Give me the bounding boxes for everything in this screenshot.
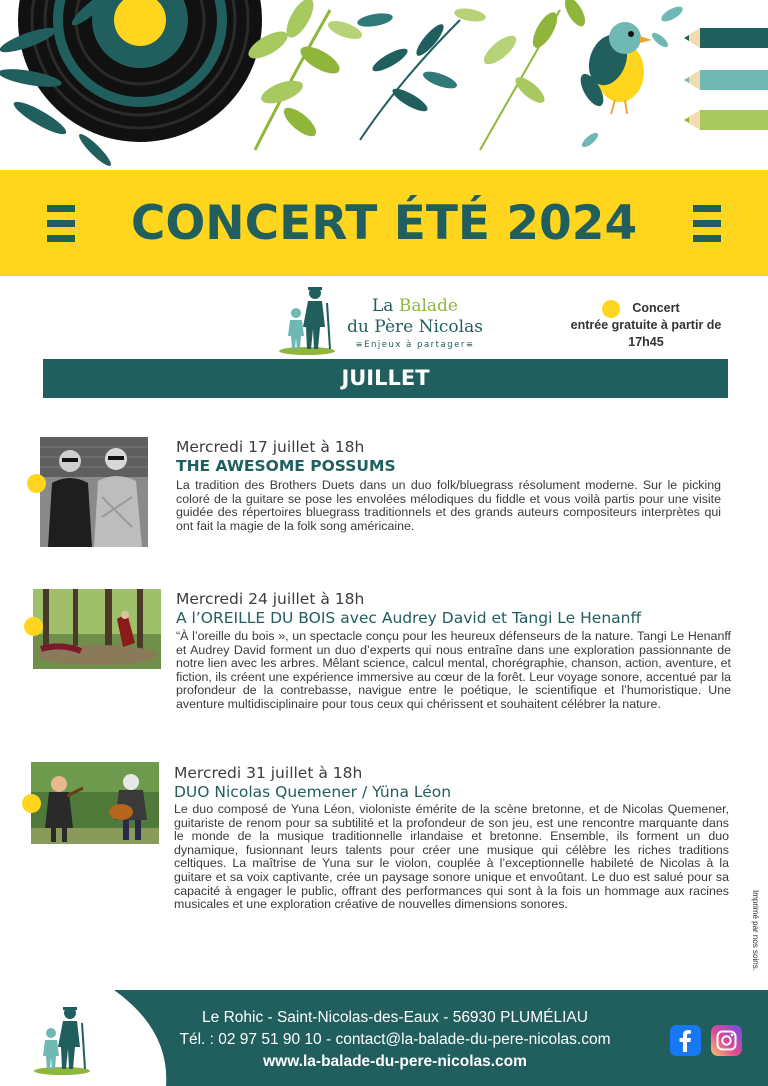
footer-address: Le Rohic - Saint-Nicolas-des-Eaux - 56930 PLUMÉLIAU [202, 1009, 588, 1026]
instagram-icon[interactable] [711, 1025, 742, 1056]
info-time: 17h45 [628, 335, 664, 349]
title-band [0, 170, 768, 276]
event-1-date: Mercredi 17 juillet à 18h [176, 438, 365, 456]
printed-note: Imprimé par nos soins. [751, 890, 760, 971]
brand-tagline: ≡Enjeux à partager≡ [355, 340, 475, 350]
bird-icon [576, 22, 652, 114]
footer-contact: Tél. : 02 97 51 90 10 - contact@la-balade-du-pere-nicolas.com [179, 1031, 611, 1048]
event-2-marker-icon [24, 617, 43, 636]
decor-bars-right-icon [693, 205, 721, 250]
event-2-title: A l’OREILLE DU BOIS avec Audrey David et Tangi Le Henanff [176, 609, 642, 627]
walker-logo-icon [278, 283, 336, 355]
event-3-date: Mercredi 31 juillet à 18h [174, 764, 363, 782]
event-3-title: DUO Nicolas Quemener / Yüna Léon [174, 783, 452, 801]
brand-line1-a: La [372, 296, 399, 316]
event-3-marker-icon [22, 794, 41, 813]
event-2-photo [33, 589, 161, 669]
leaves-center-icon [244, 0, 589, 150]
event-1-marker-icon [27, 474, 46, 493]
brand-logo-text [345, 296, 485, 350]
month-header: JUILLET [43, 359, 728, 398]
event-2-description: “À l’oreille du bois », un spectacle conçu pour les heureux défenseurs de la nature. Tangi Le Henanff et Audrey David forment un duo d’experts qui nous entraîne dans une exploration passionnante de notre lien avec les arbres. Mêlant science, calcul mental, chorégraphie, chanson, action, aventure, et fiction, ils créent une expérience immersive au cœur de la forêt. Leur voyage sonore, accentué par la profondeur de la contrebasse, navigue entre le poétique, le scientifique et l’humoristique. Une aventure multidisciplinaire pour tous ceux qui chérissent et souhaitent célébrer la nature. [176, 629, 731, 711]
header-decoration [0, 0, 768, 170]
event-3-description: Le duo composé de Yuna Léon, violoniste émérite de la scène bretonne, et de Nicolas Quemener, guitariste de renom pour sa subtilité et la profondeur de son jeu, est une rencontre marquante dans le monde de la musique traditionnelle irlandaise et bretonne. Ensemble, ils forment un duo dynamique, fusionnant leurs talents pour créer une musique qui célèbre les riches traditions celtiques. La maîtrise de Yuna sur le violon, couplée à l’exceptionnelle habileté de Nicolas à la guitare et sa voix captivante, crée un paysage sonore unique et envoûtant. Le duo est salué pour sa capacité à engager le public, offrant des performances qui sont à la fois un hommage aux racines musicales et une exploration créative de nouvelles dimensions sonores. [174, 802, 729, 912]
yellow-dot-icon [602, 300, 620, 318]
event-2-date: Mercredi 24 juillet à 18h [176, 590, 365, 608]
facebook-icon[interactable] [670, 1025, 701, 1056]
footer-walker-logo-icon [32, 1003, 92, 1075]
event-3-photo [31, 762, 159, 844]
info-entry-text: entrée gratuite à partir de [570, 318, 722, 332]
brand-line1-b: Balade [398, 296, 458, 316]
event-1-title: THE AWESOME POSSUMS [176, 457, 396, 475]
decor-bars-left-icon [47, 205, 75, 250]
event-1-photo [40, 437, 148, 547]
event-1-description: La tradition des Brothers Duets dans un duo folk/bluegrass résolument moderne. Sur le picking coloré de la guitare se pose les envolées mélodiques du fiddle et vous voilà partis pour une visite guidée des répertoires bluegrass traditionnels et des grands auteurs compositeurs interprètes qui ont fait la magie de la folk song américaine. [176, 478, 721, 533]
page-title: CONCERT ÉTÉ 2024 [130, 196, 638, 251]
concert-info [560, 300, 732, 351]
brand-line2: du Père Nicolas [347, 317, 483, 337]
footer-website[interactable]: www.la-balade-du-pere-nicolas.com [263, 1053, 527, 1070]
info-concert-label: Concert [632, 301, 680, 315]
pencils-icon [684, 28, 768, 130]
